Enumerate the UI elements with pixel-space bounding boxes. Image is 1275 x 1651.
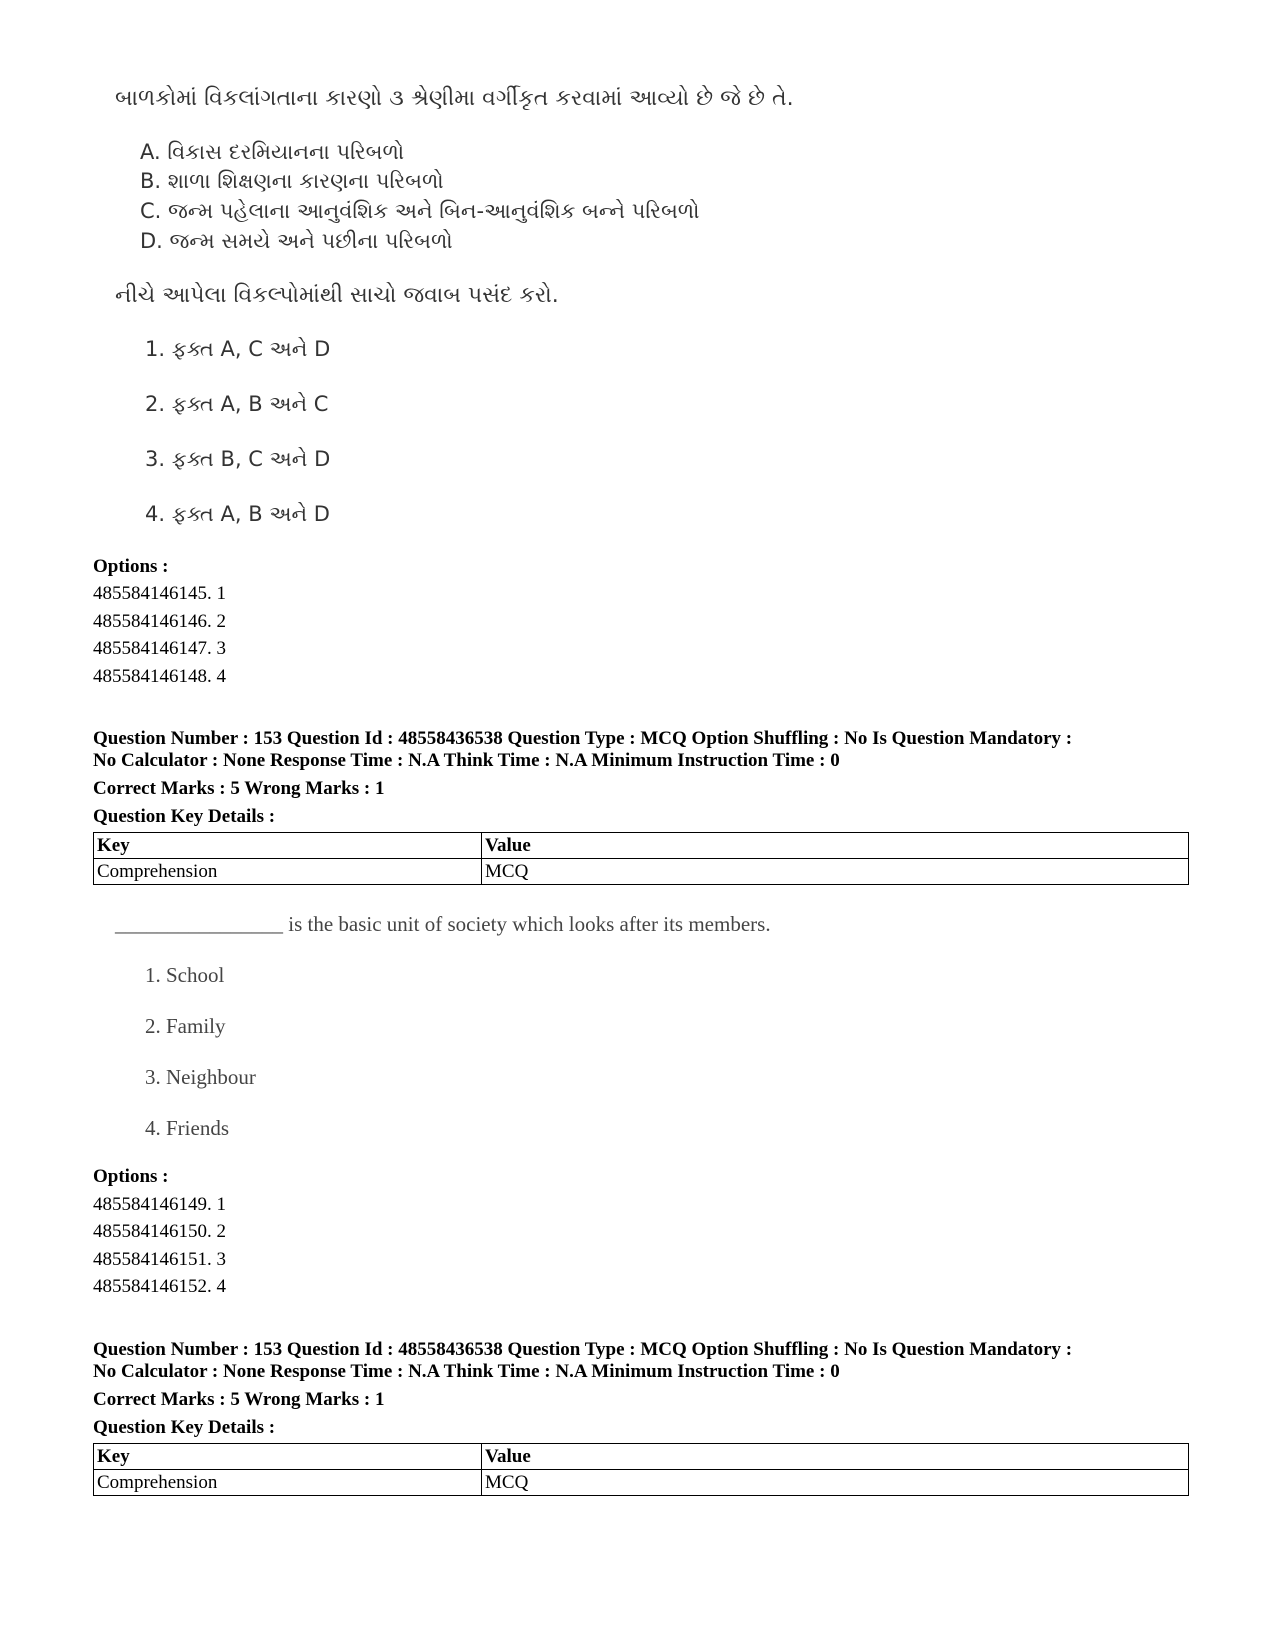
option-item: 485584146149. 1: [93, 1194, 226, 1215]
table-cell-value: MCQ: [482, 859, 1189, 885]
question-marks: Correct Marks : 5 Wrong Marks : 1: [93, 778, 385, 799]
table-cell-key: Comprehension: [94, 859, 482, 885]
options-label: Options :: [93, 1166, 169, 1187]
question-marks: Correct Marks : 5 Wrong Marks : 1: [93, 1389, 385, 1410]
option-item: 485584146145. 1: [93, 583, 226, 604]
choice-3: 3. Neighbour: [145, 1065, 256, 1089]
question-instruction: નીચે આપેલા વિકલ્પોમાંથી સાચો જવાબ પસંદ કરો.: [115, 283, 559, 308]
table-header-key: Key: [94, 1444, 482, 1470]
table-cell-key: Comprehension: [94, 1470, 482, 1496]
question-meta-line1: Question Number : 153 Question Id : 48558436538 Question Type : MCQ Option Shuffling : No Is Question Mandatory :: [93, 1339, 1073, 1360]
key-details-table: [93, 1443, 1189, 1496]
table-cell-value: MCQ: [482, 1470, 1189, 1496]
statement-a: A. વિકાસ દરમિયાનના પરિબળો: [140, 140, 405, 164]
choice-4: 4. Friends: [145, 1116, 229, 1140]
table-header-value: Value: [482, 1444, 1189, 1470]
table-row: [94, 1470, 1189, 1496]
statement-c: C. જન્મ પહેલાના આનુવંશિક અને બિન-આનુવંશિક બન્ને પરિબળો: [140, 199, 700, 223]
choice-2: 2. Family: [145, 1014, 226, 1038]
choice-3: 3. ફક્ત B, C અને D: [145, 447, 331, 471]
table-row: [94, 859, 1189, 885]
question-key-details-label: Question Key Details :: [93, 806, 276, 827]
choice-2: 2. ફક્ત A, B અને C: [145, 392, 329, 416]
question-stem-text: is the basic unit of society which looks after its members.: [288, 912, 771, 936]
statement-d: D. જન્મ સમયે અને પછીના પરિબળો: [140, 229, 453, 253]
option-item: 485584146150. 2: [93, 1221, 226, 1242]
key-details-table: [93, 832, 1189, 885]
question-key-details-label: Question Key Details :: [93, 1417, 276, 1438]
option-item: 485584146146. 2: [93, 611, 226, 632]
answer-blank: ________________: [115, 912, 283, 936]
question-meta-line2: No Calculator : None Response Time : N.A Think Time : N.A Minimum Instruction Time : 0: [93, 1361, 840, 1382]
table-header-row: [94, 1444, 1189, 1470]
question-stem: [115, 912, 771, 937]
option-item: 485584146148. 4: [93, 666, 226, 687]
choice-1: 1. School: [145, 963, 225, 987]
option-item: 485584146147. 3: [93, 638, 226, 659]
question-meta-line1: Question Number : 153 Question Id : 48558436538 Question Type : MCQ Option Shuffling : No Is Question Mandatory :: [93, 728, 1073, 749]
choice-1: 1. ફક્ત A, C અને D: [145, 337, 331, 361]
table-header-row: [94, 833, 1189, 859]
options-label: Options :: [93, 556, 169, 577]
option-item: 485584146151. 3: [93, 1249, 226, 1270]
question-stem: બાળકોમાં વિકલાંગતાના કારણો ૩ શ્રેણીમા વર્ગીકૃત કરવામાં આવ્યો છે જે છે તે.: [115, 86, 794, 111]
statement-b: B. શાળા શિક્ષણના કારણના પરિબળો: [140, 169, 444, 193]
table-header-value: Value: [482, 833, 1189, 859]
table-header-key: Key: [94, 833, 482, 859]
question-meta-line2: No Calculator : None Response Time : N.A Think Time : N.A Minimum Instruction Time : 0: [93, 750, 840, 771]
option-item: 485584146152. 4: [93, 1276, 226, 1297]
choice-4: 4. ફક્ત A, B અને D: [145, 502, 330, 526]
